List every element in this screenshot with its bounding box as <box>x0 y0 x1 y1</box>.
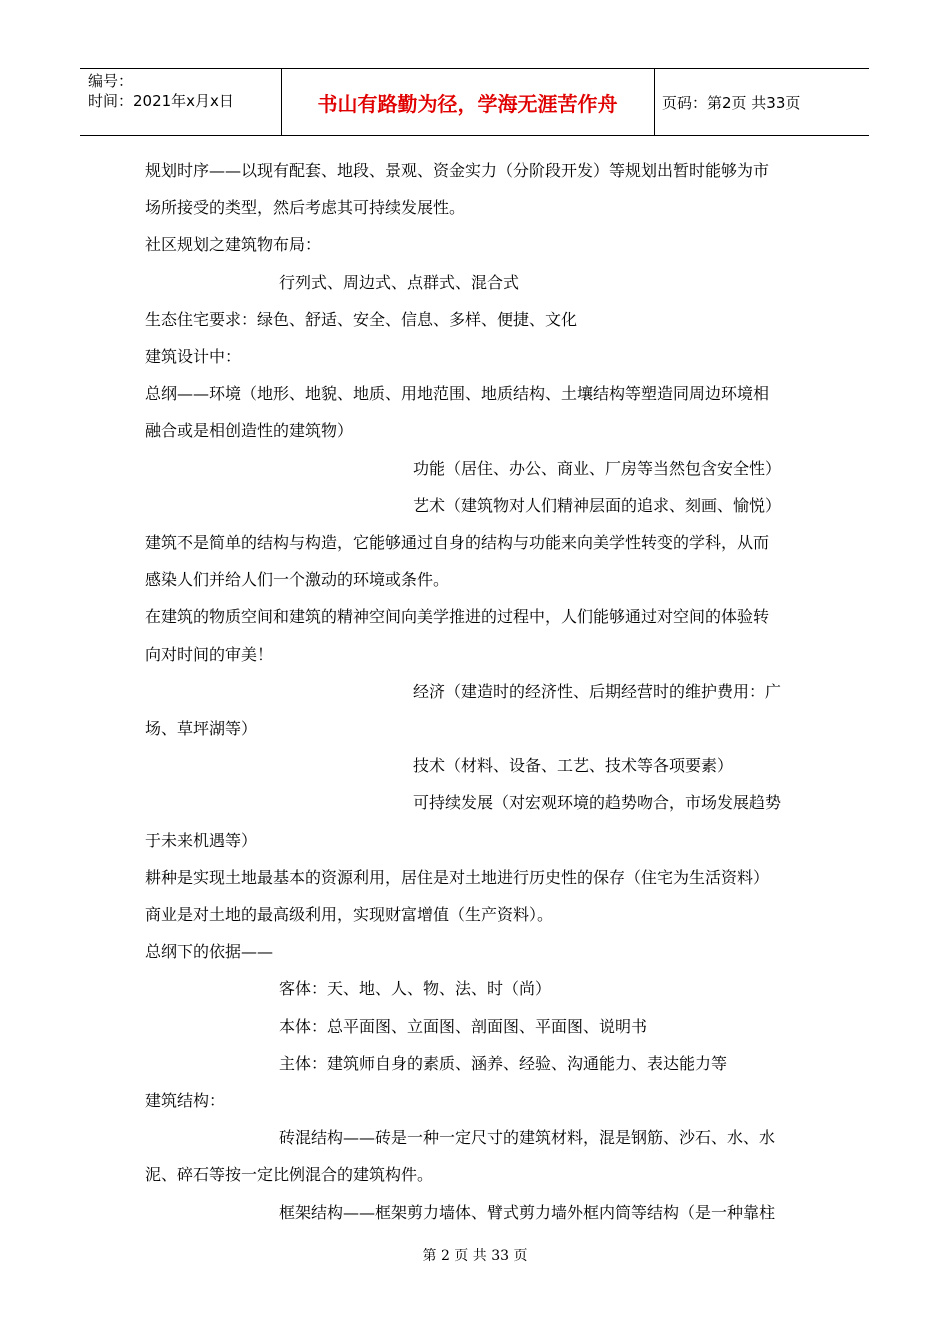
header-motto: 书山有路勤为径，学海无涯苦作舟 <box>317 91 618 116</box>
text-line: 艺术（建筑物对人们精神层面的追求、刻画、愉悦） <box>413 495 782 515</box>
header-meta <box>88 71 234 111</box>
text-line: 融合或是相创造性的建筑物） <box>145 421 354 441</box>
text-line: 行列式、周边式、点群式、混合式 <box>279 272 520 292</box>
text-line: 可持续发展（对宏观环境的趋势吻合，市场发展趋势 <box>413 793 782 813</box>
text-line: 建筑不是简单的结构与构造，它能够通过自身的结构与功能来向美学性转变的学科，从而 <box>145 533 770 553</box>
header-divider-right <box>654 69 655 135</box>
text-line: 客体：天、地、人、物、法、时（尚） <box>279 979 552 999</box>
text-line: 总纲下的依据—— <box>145 942 274 962</box>
text-line: 耕种是实现土地最基本的资源利用，居住是对土地进行历史性的保存（住宅为生活资料） <box>145 867 770 887</box>
header-date: 时间：2021年x月x日 <box>88 92 234 110</box>
text-line: 经济（建造时的经济性、后期经营时的维护费用：广 <box>413 681 782 701</box>
text-line: 感染人们并给人们一个激动的环境或条件。 <box>145 570 450 590</box>
text-line: 在建筑的物质空间和建筑的精神空间向美学推进的过程中，人们能够通过对空间的体验转 <box>145 607 770 627</box>
text-line: 商业是对土地的最高级利用，实现财富增值（生产资料）。 <box>145 905 554 925</box>
header-serial: 编号： <box>88 72 134 90</box>
text-line: 框架结构——框架剪力墙体、臂式剪力墙外框内筒等结构（是一种靠柱 <box>279 1202 776 1222</box>
text-line: 场所接受的类型，然后考虑其可持续发展性。 <box>145 198 466 218</box>
text-line: 社区规划之建筑物布局： <box>145 235 322 255</box>
text-line: 功能（居住、办公、商业、厂房等当然包含安全性） <box>413 458 782 478</box>
page-footer: 第 2 页 共 33 页 <box>422 1248 528 1264</box>
document-body <box>145 152 810 1231</box>
text-line: 本体：总平面图、立面图、剖面图、平面图、说明书 <box>279 1016 648 1036</box>
page-header <box>80 68 869 136</box>
text-line: 规划时序——以现有配套、地段、景观、资金实力（分阶段开发）等规划出暂时能够为市 <box>145 161 770 180</box>
text-line: 场、草坪湖等） <box>145 719 258 739</box>
text-line: 技术（材料、设备、工艺、技术等各项要素） <box>413 756 734 776</box>
text-line: 泥、碎石等按一定比例混合的建筑构件。 <box>145 1165 434 1185</box>
text-line: 建筑结构： <box>145 1091 226 1111</box>
text-line: 砖混结构——砖是一种一定尺寸的建筑材料，混是钢筋、沙石、水、水 <box>279 1128 776 1148</box>
text-line: 生态住宅要求：绿色、舒适、安全、信息、多样、便捷、文化 <box>145 309 578 329</box>
text-line: 主体：建筑师自身的素质、涵养、经验、沟通能力、表达能力等 <box>279 1053 728 1073</box>
header-page-info: 页码：第2页 共33页 <box>662 93 801 112</box>
text-line: 向对时间的审美！ <box>145 644 274 664</box>
text-line: 建筑设计中： <box>145 347 242 367</box>
text-line: 于未来机遇等） <box>145 830 258 850</box>
text-line: 总纲——环境（地形、地貌、地质、用地范围、地质结构、土壤结构等塑造同周边环境相 <box>145 384 770 404</box>
